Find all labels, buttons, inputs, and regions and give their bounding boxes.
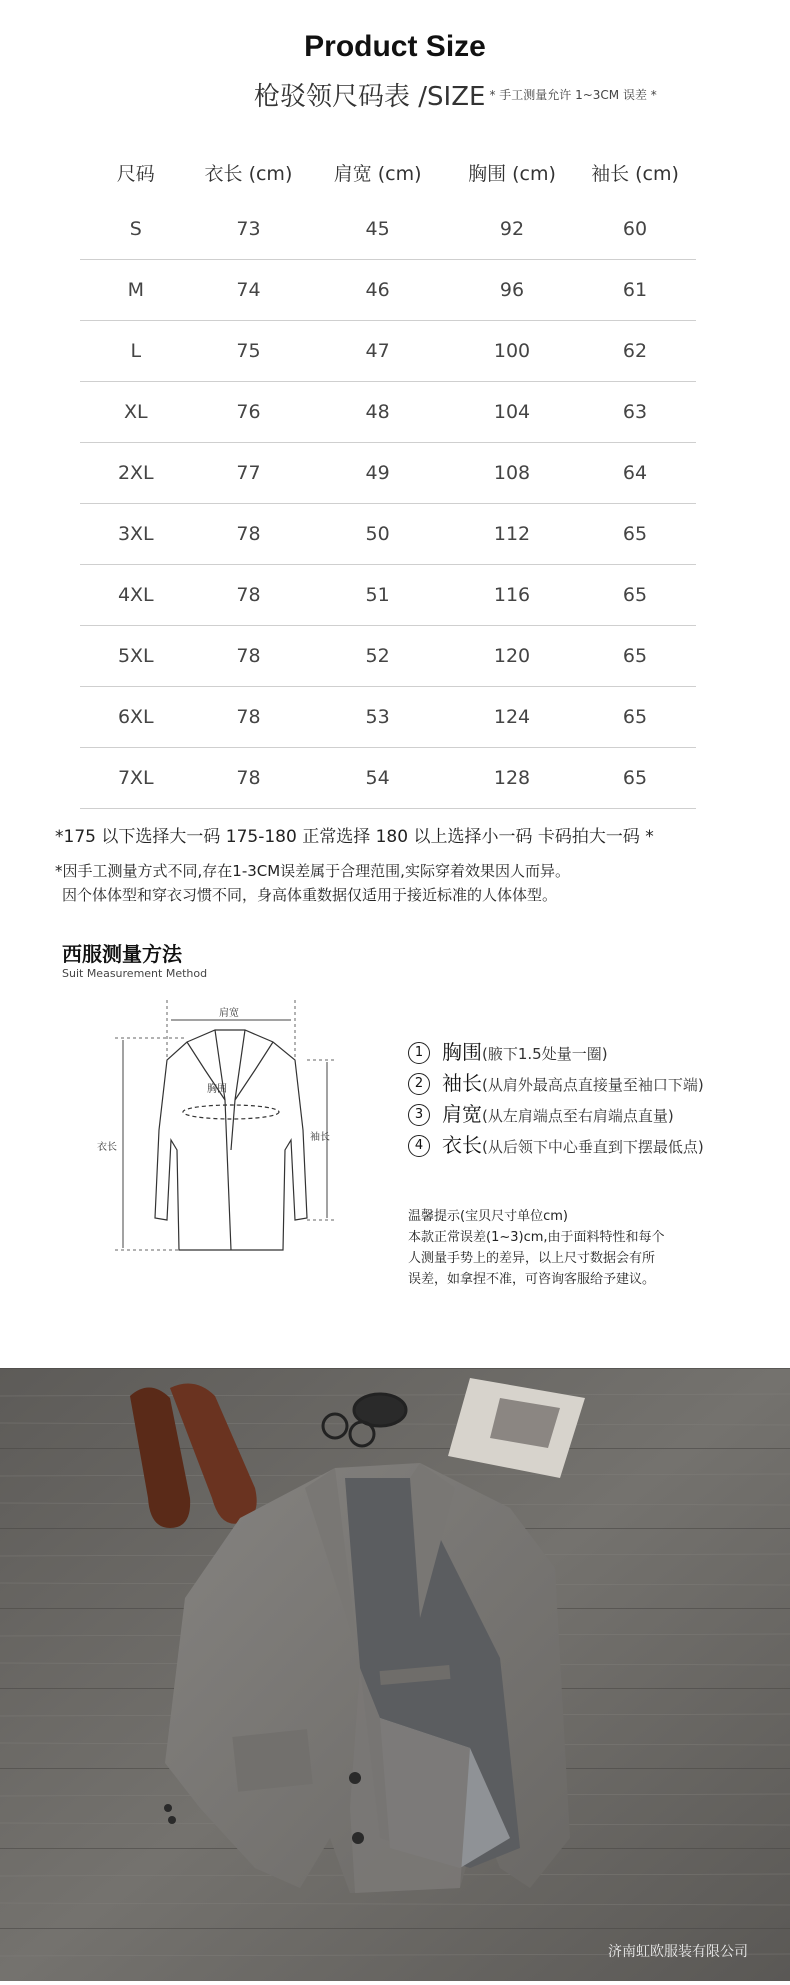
table-header-row (80, 145, 696, 199)
measurement-cell: 47 (305, 321, 450, 382)
table-row (80, 687, 696, 748)
diagram-label-length: 衣长 (97, 1142, 117, 1153)
column-header: 衣长 (cm) (204, 162, 293, 185)
measurement-disclaimer: *因手工测量方式不同,存在1-3CM误差属于合理范围,实际穿着效果因人而异。 (55, 862, 570, 880)
measurement-cell: 100 (450, 321, 574, 382)
tip-line: 误差，如拿捏不准，可咨询客服给予建议。 (408, 1272, 656, 1287)
measurement-cell: 46 (305, 260, 450, 321)
diagram-label-shoulder: 肩宽 (219, 1008, 239, 1019)
table-row (80, 199, 696, 260)
tip-line: 人测量手势上的差异，以上尺寸数据会有所 (408, 1251, 656, 1266)
measurement-cell: 53 (305, 687, 450, 748)
tip-line: 本款正常误差(1~3)cm,由于面料特性和每个 (408, 1230, 665, 1245)
legend-name: 胸围 (442, 1040, 482, 1064)
size-cell: S (80, 199, 192, 260)
measurement-tolerance-note: * 手工测量允许 1~3CM 误差 * (489, 88, 657, 102)
legend-name: 袖长 (442, 1071, 482, 1095)
measurement-method-subtitle: Suit Measurement Method (62, 967, 208, 980)
measurement-cell: 75 (192, 321, 306, 382)
legend-description: (从肩外最高点直接量至袖口下端) (482, 1076, 704, 1094)
legend-number: 1 (408, 1042, 430, 1064)
legend-item-shoulder (408, 1098, 674, 1127)
measurement-cell: 124 (450, 687, 574, 748)
legend-number: 2 (408, 1073, 430, 1095)
measurement-cell: 78 (192, 565, 306, 626)
measurement-cell: 50 (305, 504, 450, 565)
measurement-cell: 78 (192, 748, 306, 809)
measurement-cell: 76 (192, 382, 306, 443)
measurement-cell: 65 (574, 687, 696, 748)
measurement-cell: 96 (450, 260, 574, 321)
suit-measurement-diagram (95, 1000, 365, 1270)
size-cell: 5XL (80, 626, 192, 687)
table-body (80, 199, 696, 809)
measurement-cell: 74 (192, 260, 306, 321)
size-table (80, 145, 696, 809)
table-row (80, 504, 696, 565)
measurement-cell: 52 (305, 626, 450, 687)
table-row (80, 565, 696, 626)
subtitle-text: 枪驳领尺码表 /SIZE (254, 82, 486, 112)
jacket-flatlay-image (0, 1368, 790, 1981)
measurement-cell: 49 (305, 443, 450, 504)
measurement-cell: 78 (192, 626, 306, 687)
measurement-cell: 60 (574, 199, 696, 260)
column-header: 胸围 (cm) (468, 162, 556, 185)
measurement-cell: 116 (450, 565, 574, 626)
table-row (80, 260, 696, 321)
measurement-cell: 65 (574, 626, 696, 687)
measurement-cell: 62 (574, 321, 696, 382)
measurement-cell: 104 (450, 382, 574, 443)
legend-description: (腋下1.5处量一圈) (482, 1045, 608, 1063)
measurement-cell: 73 (192, 199, 306, 260)
size-advice-note: *175 以下选择大一码 175-180 正常选择 180 以上选择小一码 卡码拍大一码 * (55, 827, 654, 847)
size-cell: L (80, 321, 192, 382)
measurement-cell: 128 (450, 748, 574, 809)
table-row (80, 382, 696, 443)
diagram-label-sleeve: 袖长 (310, 1132, 330, 1143)
size-cell: 3XL (80, 504, 192, 565)
size-cell: 6XL (80, 687, 192, 748)
tip-heading: 温馨提示(宝贝尺寸单位cm) (408, 1209, 568, 1224)
table-row (80, 748, 696, 809)
table-row (80, 443, 696, 504)
measurement-cell: 48 (305, 382, 450, 443)
measurement-cell: 51 (305, 565, 450, 626)
page-title: Product Size (304, 30, 486, 63)
measurement-method-title: 西服测量方法 (62, 942, 182, 966)
size-cell: 4XL (80, 565, 192, 626)
measurement-cell: 112 (450, 504, 574, 565)
column-header: 肩宽 (cm) (333, 162, 422, 185)
legend-number: 3 (408, 1104, 430, 1126)
measurement-cell: 61 (574, 260, 696, 321)
table-row (80, 626, 696, 687)
measurement-cell: 92 (450, 199, 574, 260)
legend-item-length (408, 1129, 704, 1158)
measurement-cell: 78 (192, 687, 306, 748)
column-header: 袖长 (cm) (591, 162, 679, 185)
legend-description: (从后领下中心垂直到下摆最低点) (482, 1138, 704, 1156)
measurement-cell: 108 (450, 443, 574, 504)
measurement-cell: 65 (574, 748, 696, 809)
legend-number: 4 (408, 1135, 430, 1157)
legend-item-sleeve (408, 1067, 704, 1096)
measurement-cell: 65 (574, 504, 696, 565)
measurement-cell: 78 (192, 504, 306, 565)
size-cell: M (80, 260, 192, 321)
legend-description: (从左肩端点至右肩端点直量) (482, 1107, 674, 1125)
measurement-cell: 54 (305, 748, 450, 809)
column-header: 尺码 (116, 162, 155, 185)
size-cell: 2XL (80, 443, 192, 504)
measurement-cell: 65 (574, 565, 696, 626)
table-row (80, 321, 696, 382)
size-chart-subtitle (254, 76, 657, 113)
size-cell: XL (80, 382, 192, 443)
legend-item-chest (408, 1036, 608, 1065)
product-photo (0, 1368, 790, 1981)
measurement-cell: 64 (574, 443, 696, 504)
legend-name: 衣长 (442, 1133, 482, 1157)
company-watermark: 济南虹欧服装有限公司 (608, 1944, 748, 1960)
measurement-cell: 77 (192, 443, 306, 504)
diagram-label-chest: 胸围 (207, 1084, 227, 1095)
size-cell: 7XL (80, 748, 192, 809)
measurement-cell: 45 (305, 199, 450, 260)
body-type-disclaimer: 因个体体型和穿衣习惯不同，身高体重数据仅适用于接近标准的人体体型。 (62, 886, 558, 904)
measurement-cell: 120 (450, 626, 574, 687)
measurement-cell: 63 (574, 382, 696, 443)
legend-name: 肩宽 (442, 1102, 482, 1126)
